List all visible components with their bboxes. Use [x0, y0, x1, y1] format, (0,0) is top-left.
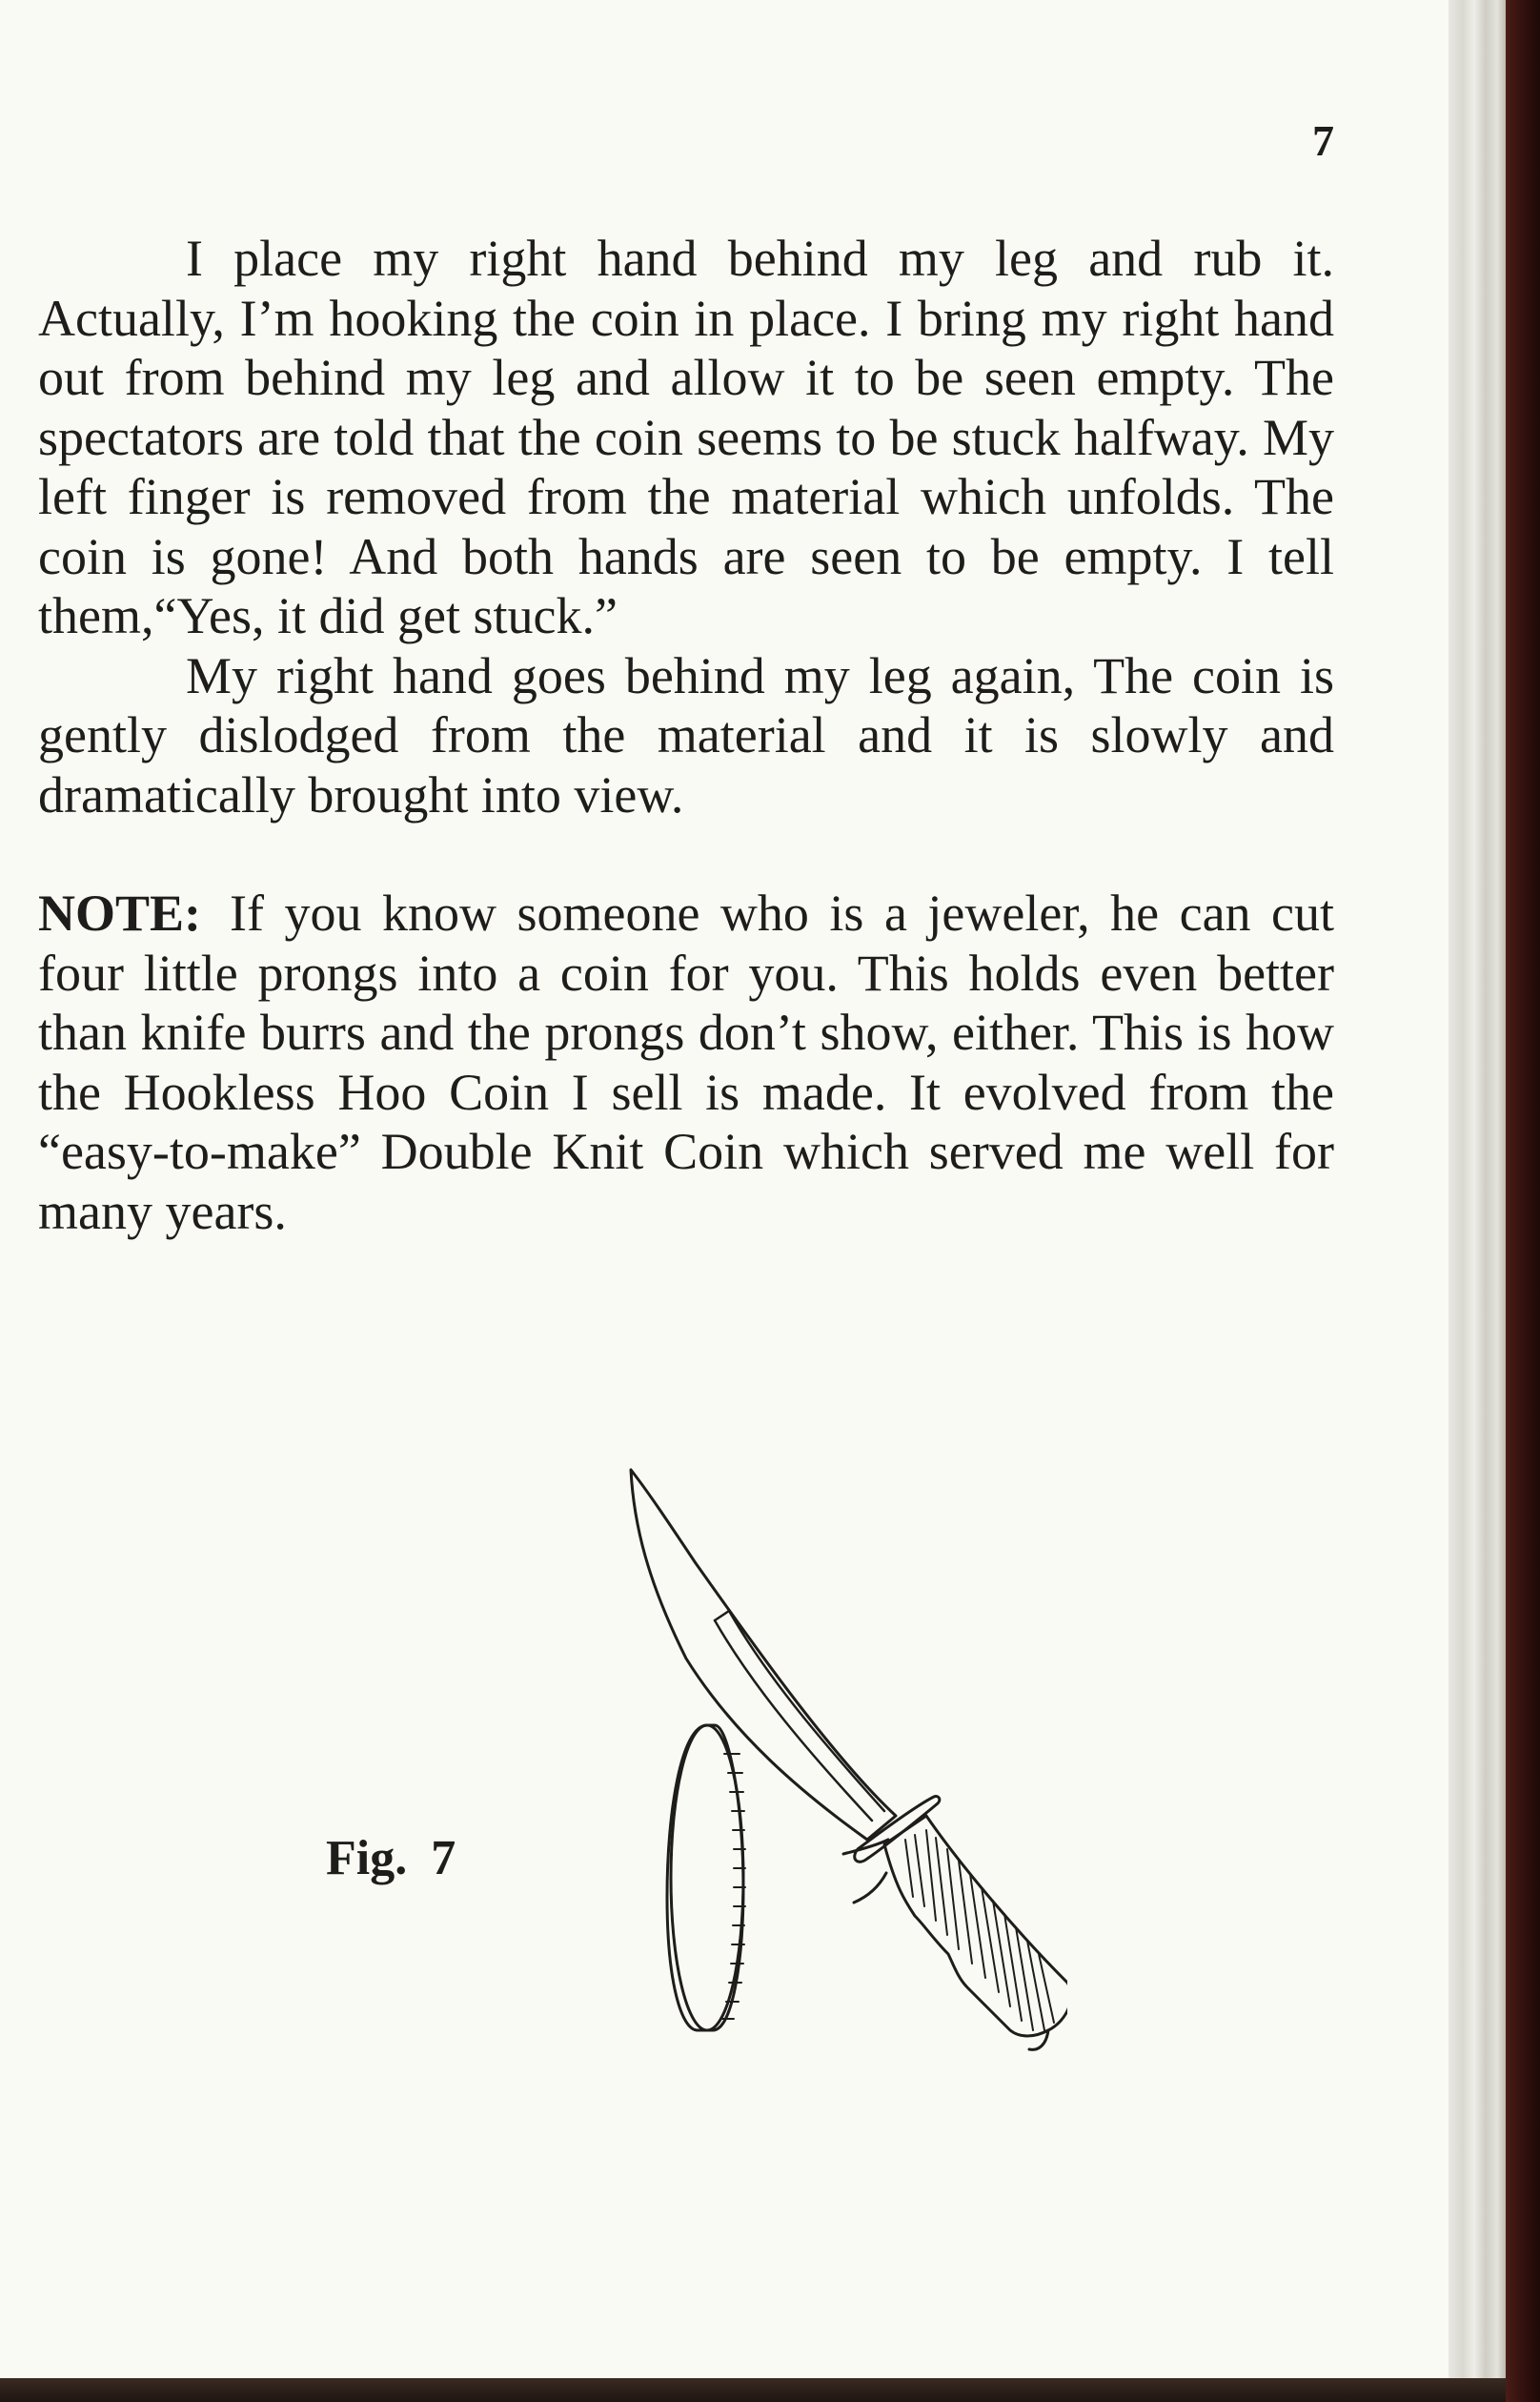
- page-edge: [1449, 0, 1506, 2378]
- bottom-edge: [0, 2378, 1506, 2402]
- note-paragraph: [38, 884, 1334, 1241]
- paragraph-1: I place my right hand behind my leg and rub it. Actually, I’m hooking the coin in place. I bring my right hand out from behind my leg and allow it to be seen empty. The spectators are told that the coin seems to be stuck halfway. My left finger is removed from the material which unfolds. The coin is gone! And both hands are seen to be empty. I tell them,“Yes, it did get stuck.”: [38, 230, 1334, 644]
- body-text: [38, 229, 1334, 1241]
- paragraph-2: My right hand goes behind my leg again, The coin is gently dislodged from the material and it is slowly and dramatically brought into view.: [38, 646, 1334, 824]
- book-spine: [1506, 0, 1540, 2402]
- figure-caption: Fig. 7: [326, 1831, 456, 1885]
- note-text: If you know someone who is a jeweler, he can cut four little prongs into a coin for you. This holds even better than knife burrs and the prongs don’t show, either. This is how the Hookless Hoo Coin I sell is made. It evolved from the “easy-to-make” Double Knit Coin which served me well for many years.: [38, 885, 1334, 1240]
- note-label: NOTE:: [38, 885, 202, 942]
- knife-drawing: [631, 1470, 1067, 2049]
- coin-drawing: [667, 1725, 745, 2030]
- knife-and-coin-illustration: [629, 1468, 1067, 2097]
- page-number: 7: [1312, 116, 1334, 165]
